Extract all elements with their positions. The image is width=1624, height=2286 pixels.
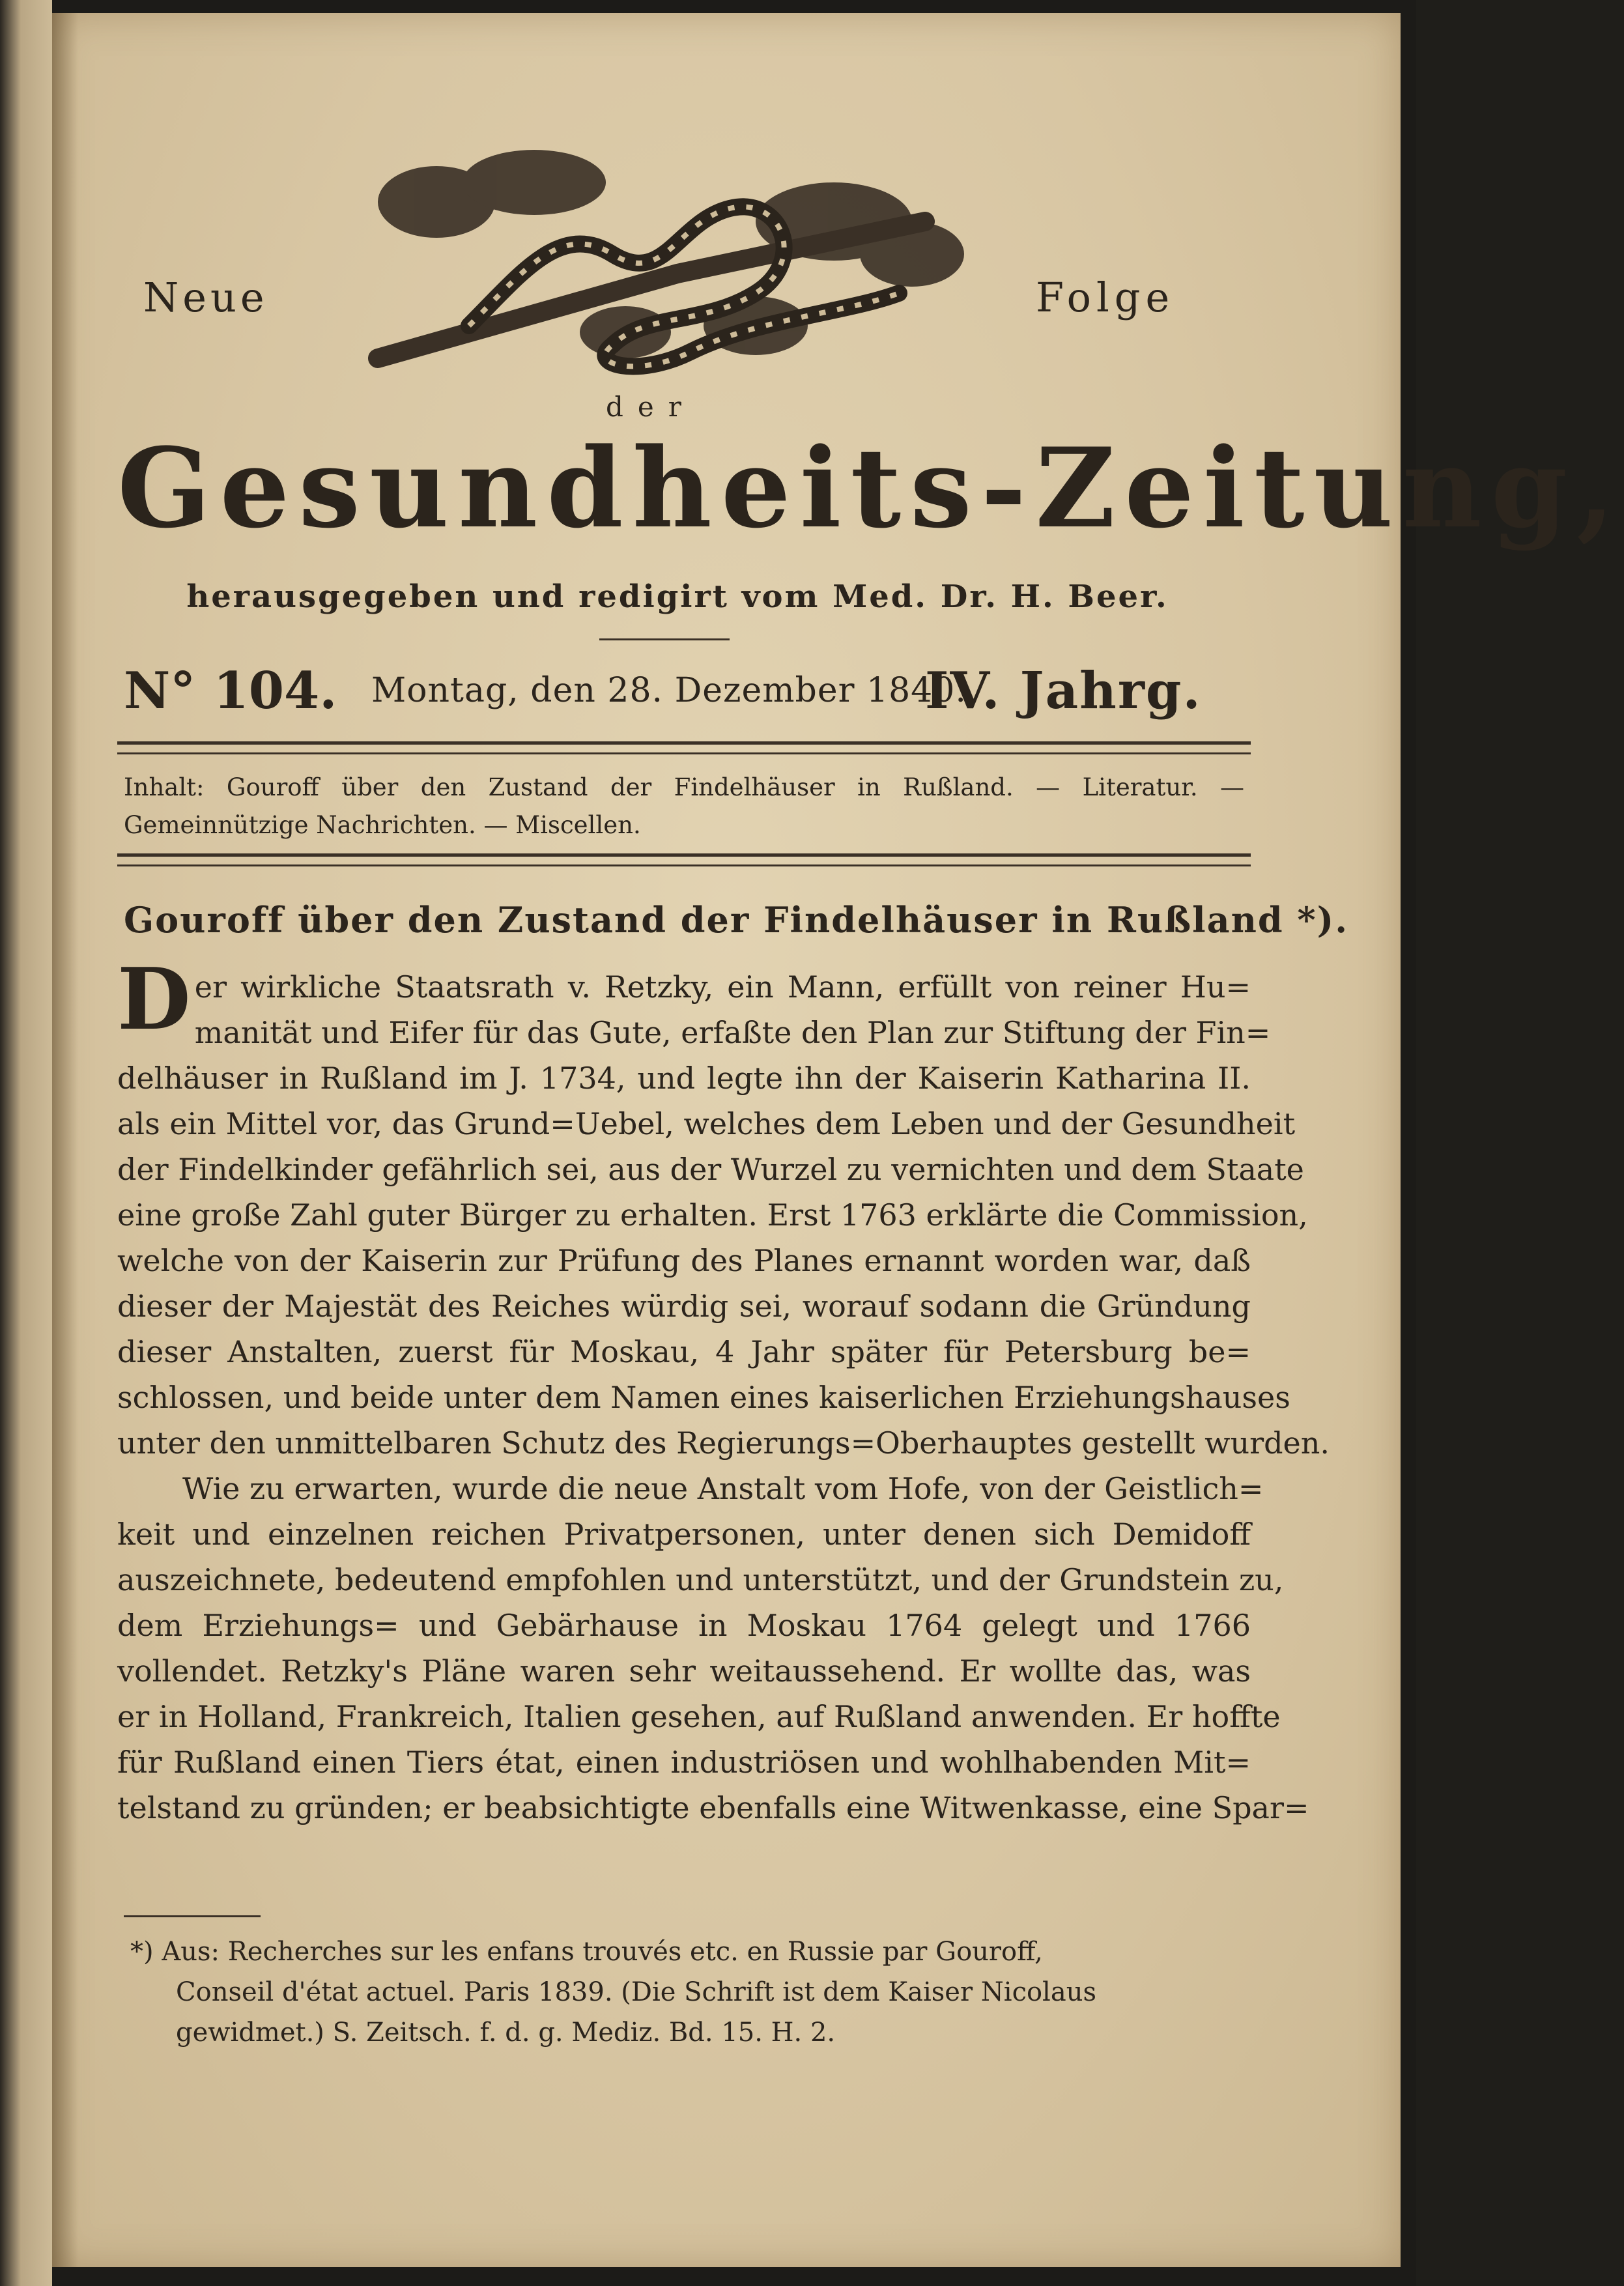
- article-line: unter den unmittelbaren Schutz des Regierungs=Oberhauptes gestellt wurden.: [117, 1425, 1330, 1461]
- article-line: für Rußland einen Tiers état, einen industriösen und wohlhabenden Mit=: [117, 1745, 1251, 1780]
- page-fold-shadow: [52, 13, 78, 2267]
- article-line: der Findelkinder gefährlich sei, aus der Wurzel zu vernichten und dem Staate: [117, 1152, 1304, 1187]
- issue-number: N° 104.: [124, 661, 337, 721]
- article-heading: Gouroff über den Zustand der Findelhäuser in Rußland *).: [124, 899, 1349, 941]
- top-double-rule: [117, 741, 1251, 754]
- article-line: er in Holland, Frankreich, Italien gesehen, auf Rußland anwenden. Er hoffte: [117, 1699, 1281, 1734]
- previous-page-edge: [0, 0, 52, 2286]
- editor-line: herausgegeben und redigirt vom Med. Dr. H. Beer.: [186, 579, 1169, 615]
- issue-date: Montag, den 28. Dezember 1840.: [371, 671, 967, 710]
- masthead-article-word: der: [606, 391, 696, 423]
- article-line: telstand zu gründen; er beabsichtigte ebenfalls eine Witwenkasse, eine Spar=: [117, 1790, 1309, 1825]
- article-line: delhäuser in Rußland im J. 1734, und legte ihn der Kaiserin Katharina II.: [117, 1061, 1251, 1096]
- article-body: [117, 949, 1330, 1831]
- footnote: [130, 1932, 1244, 2053]
- snake-tree-vignette-illustration: [339, 143, 997, 378]
- article-line: dem Erziehungs= und Gebärhause in Moskau 1764 gelegt und 1766: [117, 1608, 1251, 1643]
- article-line: Wie zu erwarten, wurde die neue Anstalt vom Hofe, von der Geistlich=: [182, 1471, 1264, 1506]
- table-of-contents: Inhalt: Gouroff über den Zustand der Findelhäuser in Rußland. — Literatur. — Gemeinnützige Nachrichten. — Miscellen.: [124, 773, 1244, 839]
- article-line: eine große Zahl guter Bürger zu erhalten. Erst 1763 erklärte die Commission,: [117, 1197, 1308, 1233]
- article-line: dieser Anstalten, zuerst für Moskau, 4 Jahr später für Petersburg be=: [117, 1334, 1251, 1369]
- article-line: manität und Eifer für das Gute, erfaßte den Plan zur Stiftung der Fin=: [194, 1015, 1271, 1050]
- drop-cap: D: [117, 949, 191, 1049]
- footnote-divider: [124, 1915, 261, 1917]
- article-line: welche von der Kaiserin zur Prüfung des Planes ernannt worden war, daß: [117, 1243, 1251, 1278]
- footnote-line: *) Aus: Recherches sur les enfans trouvés etc. en Russie par Gouroff,: [130, 1937, 1043, 1967]
- issue-year: IV. Jahrg.: [925, 661, 1202, 721]
- article-line: dieser der Majestät des Reiches würdig sei, worauf sodann die Gründung: [117, 1289, 1251, 1324]
- newspaper-page: [52, 13, 1624, 2267]
- footnote-line: gewidmet.) S. Zeitsch. f. d. g. Mediz. Bd. 15. H. 2.: [176, 2018, 836, 2048]
- bottom-double-rule: [117, 853, 1251, 866]
- newspaper-title: Gesundheits-Zeitung,: [117, 423, 1624, 552]
- masthead-right-word: Folge: [1036, 274, 1175, 321]
- masthead-left-word: Neue: [143, 274, 268, 321]
- footnote-line: Conseil d'état actuel. Paris 1839. (Die Schrift ist dem Kaiser Nicolaus: [176, 1977, 1096, 2007]
- article-line: keit und einzelnen reichen Privatpersonen, unter denen sich Demidoff: [117, 1517, 1251, 1552]
- article-line: als ein Mittel vor, das Grund=Uebel, welches dem Leben und der Gesundheit: [117, 1106, 1296, 1141]
- short-divider: [599, 638, 730, 640]
- article-line: vollendet. Retzky's Pläne waren sehr weitaussehend. Er wollte das, was: [117, 1653, 1251, 1689]
- article-line: schlossen, und beide unter dem Namen eines kaiserlichen Erziehungshauses: [117, 1380, 1290, 1415]
- article-line: er wirkliche Staatsrath v. Retzky, ein Mann, erfüllt von reiner Hu=: [194, 969, 1251, 1005]
- article-line: auszeichnete, bedeutend empfohlen und unterstützt, und der Grundstein zu,: [117, 1562, 1284, 1597]
